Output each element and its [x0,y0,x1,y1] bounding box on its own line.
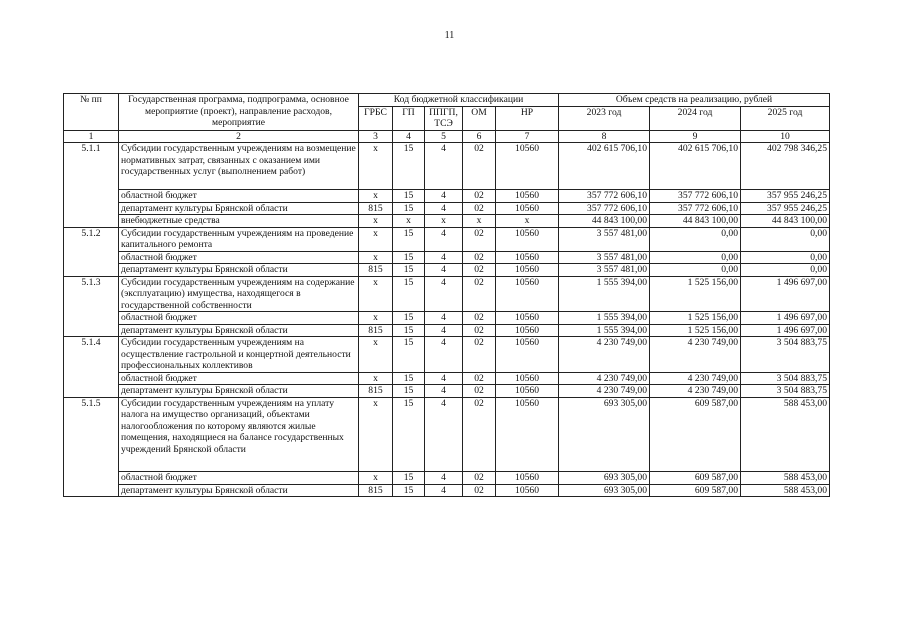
cell-nr: 10560 [496,251,559,264]
row-name: Субсидии государственным учреждениям на осуществление гастрольной и концертной деятельности профессиональных коллективов [119,337,359,373]
row-name: внебюджетные средства [119,215,359,228]
index-cell: 10 [741,130,830,143]
cell-2025: 357 955 246,25 [741,190,830,203]
cell-2024: 0,00 [650,227,741,251]
cell-2025: 0,00 [741,251,830,264]
cell-ppgp: 4 [425,251,463,264]
cell-om: 02 [463,324,496,337]
cell-2024: 44 843 100,00 [650,215,741,228]
cell-grbs: х [359,190,393,203]
index-cell: 5 [425,130,463,143]
cell-nr: 10560 [496,472,559,485]
cell-gp: 15 [393,372,425,385]
cell-2024: 402 615 706,10 [650,143,741,190]
cell-nr: 10560 [496,312,559,325]
cell-grbs: 815 [359,385,393,398]
cell-gp: 15 [393,190,425,203]
table-row [64,202,830,215]
cell-2025: 3 504 883,75 [741,337,830,373]
cell-gp: 15 [393,484,425,497]
cell-2025: 0,00 [741,264,830,277]
cell-ppgp: 4 [425,337,463,373]
header-2025: 2025 год [741,106,830,130]
cell-grbs: х [359,337,393,373]
header-2023: 2023 год [559,106,650,130]
cell-grbs: х [359,312,393,325]
cell-om: 02 [463,202,496,215]
row-number: 5.1.3 [64,276,119,337]
cell-grbs: 815 [359,202,393,215]
index-cell: 3 [359,130,393,143]
row-name: департамент культуры Брянской области [119,202,359,215]
table-row [64,385,830,398]
cell-ppgp: 4 [425,472,463,485]
cell-om: 02 [463,372,496,385]
page-number: 11 [444,30,455,41]
cell-ppgp: 4 [425,484,463,497]
cell-nr: 10560 [496,143,559,190]
table-row [64,143,830,190]
cell-nr: х [496,215,559,228]
header-nr: НР [496,106,559,130]
cell-gp: 15 [393,397,425,472]
cell-om: 02 [463,143,496,190]
cell-ppgp: 4 [425,312,463,325]
row-name: областной бюджет [119,251,359,264]
cell-2024: 1 525 156,00 [650,276,741,312]
cell-2025: 588 453,00 [741,397,830,472]
table-row [64,276,830,312]
table-row [64,312,830,325]
cell-ppgp: 4 [425,385,463,398]
cell-nr: 10560 [496,190,559,203]
cell-nr: 10560 [496,385,559,398]
cell-ppgp: 4 [425,276,463,312]
cell-gp: 15 [393,264,425,277]
cell-2024: 609 587,00 [650,472,741,485]
cell-ppgp: 4 [425,372,463,385]
table-row [64,397,830,472]
cell-2024: 4 230 749,00 [650,372,741,385]
index-cell: 2 [119,130,359,143]
cell-2024: 1 525 156,00 [650,312,741,325]
header-om: ОМ [463,106,496,130]
table-header [64,94,830,143]
row-number: 5.1.1 [64,143,119,228]
cell-grbs: х [359,251,393,264]
cell-nr: 10560 [496,227,559,251]
row-name: Субсидии государственным учреждениям на содержание (эксплуатацию) имущества, находящегося в государственной собственности [119,276,359,312]
cell-2024: 609 587,00 [650,397,741,472]
row-name: Субсидии государственным учреждениям на возмещение нормативных затрат, связанных с оказанием ими государственных услуг (выполнением работ) [119,143,359,190]
cell-gp: х [393,215,425,228]
cell-gp: 15 [393,276,425,312]
table-row [64,190,830,203]
table-body [64,143,830,497]
table-row [64,324,830,337]
cell-2025: 3 504 883,75 [741,385,830,398]
cell-gp: 15 [393,227,425,251]
cell-grbs: 815 [359,324,393,337]
row-number: 5.1.4 [64,337,119,398]
cell-ppgp: х [425,215,463,228]
cell-2023: 4 230 749,00 [559,372,650,385]
table-row [64,484,830,497]
cell-om: 02 [463,337,496,373]
cell-om: 02 [463,385,496,398]
cell-gp: 15 [393,251,425,264]
header-ppgp: ППГП, ТСЭ [425,106,463,130]
table-row [64,337,830,373]
table-row [64,251,830,264]
cell-gp: 15 [393,472,425,485]
index-cell: 1 [64,130,119,143]
cell-2023: 1 555 394,00 [559,276,650,312]
cell-2023: 357 772 606,10 [559,202,650,215]
cell-grbs: 815 [359,264,393,277]
cell-gp: 15 [393,312,425,325]
table-row [64,215,830,228]
cell-nr: 10560 [496,372,559,385]
cell-2023: 3 557 481,00 [559,264,650,277]
cell-2023: 4 230 749,00 [559,385,650,398]
index-cell: 9 [650,130,741,143]
table-row [64,227,830,251]
index-row [64,130,830,143]
cell-2024: 4 230 749,00 [650,337,741,373]
cell-ppgp: 4 [425,324,463,337]
cell-om: 02 [463,264,496,277]
cell-ppgp: 4 [425,202,463,215]
cell-grbs: 815 [359,484,393,497]
cell-nr: 10560 [496,276,559,312]
cell-grbs: х [359,372,393,385]
cell-om: 02 [463,397,496,472]
header-name: Государственная программа, подпрограмма, основное мероприятие (проект), направление расходов, мероприятие [119,94,359,131]
row-number: 5.1.5 [64,397,119,497]
header-gp: ГП [393,106,425,130]
header-budget-code: Код бюджетной классификации [359,94,559,107]
row-name: Субсидии государственным учреждениям на уплату налога на имущество организаций, объектами налогообложения по которому являются жилые помещения, находящиеся на балансе государственных учреждений Брянской области [119,397,359,472]
cell-ppgp: 4 [425,190,463,203]
row-name: департамент культуры Брянской области [119,385,359,398]
row-name: Субсидии государственным учреждениям на проведение капитального ремонта [119,227,359,251]
cell-om: 02 [463,276,496,312]
cell-grbs: х [359,227,393,251]
index-cell: 8 [559,130,650,143]
row-name: областной бюджет [119,190,359,203]
cell-2023: 44 843 100,00 [559,215,650,228]
cell-2024: 0,00 [650,251,741,264]
header-grbs: ГРБС [359,106,393,130]
cell-om: х [463,215,496,228]
cell-grbs: х [359,215,393,228]
cell-om: 02 [463,472,496,485]
index-cell: 6 [463,130,496,143]
table-row [64,264,830,277]
budget-table [63,93,830,497]
row-name: областной бюджет [119,372,359,385]
cell-grbs: х [359,397,393,472]
cell-grbs: х [359,472,393,485]
row-number: 5.1.2 [64,227,119,276]
cell-nr: 10560 [496,484,559,497]
cell-nr: 10560 [496,202,559,215]
cell-om: 02 [463,484,496,497]
header-num: № пп [64,94,119,131]
cell-ppgp: 4 [425,143,463,190]
cell-2025: 44 843 100,00 [741,215,830,228]
cell-2025: 357 955 246,25 [741,202,830,215]
row-name: департамент культуры Брянской области [119,484,359,497]
row-name: областной бюджет [119,472,359,485]
cell-2024: 357 772 606,10 [650,202,741,215]
cell-grbs: х [359,276,393,312]
cell-2024: 357 772 606,10 [650,190,741,203]
cell-2023: 402 615 706,10 [559,143,650,190]
cell-2025: 0,00 [741,227,830,251]
cell-om: 02 [463,190,496,203]
cell-2025: 1 496 697,00 [741,276,830,312]
cell-2025: 1 496 697,00 [741,312,830,325]
row-name: областной бюджет [119,312,359,325]
cell-2023: 357 772 606,10 [559,190,650,203]
table-row [64,472,830,485]
cell-gp: 15 [393,143,425,190]
cell-2024: 0,00 [650,264,741,277]
cell-2023: 3 557 481,00 [559,227,650,251]
cell-2023: 693 305,00 [559,484,650,497]
cell-ppgp: 4 [425,397,463,472]
cell-2025: 588 453,00 [741,472,830,485]
row-name: департамент культуры Брянской области [119,264,359,277]
cell-ppgp: 4 [425,227,463,251]
index-cell: 4 [393,130,425,143]
cell-gp: 15 [393,202,425,215]
cell-om: 02 [463,312,496,325]
cell-grbs: х [359,143,393,190]
cell-om: 02 [463,227,496,251]
cell-nr: 10560 [496,324,559,337]
cell-gp: 15 [393,324,425,337]
table-row [64,372,830,385]
header-2024: 2024 год [650,106,741,130]
cell-2025: 588 453,00 [741,484,830,497]
cell-om: 02 [463,251,496,264]
cell-2024: 1 525 156,00 [650,324,741,337]
cell-2025: 1 496 697,00 [741,324,830,337]
row-name: департамент культуры Брянской области [119,324,359,337]
index-cell: 7 [496,130,559,143]
cell-2024: 4 230 749,00 [650,385,741,398]
cell-2025: 402 798 346,25 [741,143,830,190]
cell-ppgp: 4 [425,264,463,277]
header-funding: Объем средств на реализацию, рублей [559,94,830,107]
cell-2023: 1 555 394,00 [559,312,650,325]
cell-2023: 1 555 394,00 [559,324,650,337]
cell-nr: 10560 [496,397,559,472]
cell-2023: 693 305,00 [559,472,650,485]
cell-nr: 10560 [496,264,559,277]
cell-2024: 609 587,00 [650,484,741,497]
cell-2023: 693 305,00 [559,397,650,472]
cell-nr: 10560 [496,337,559,373]
cell-2023: 4 230 749,00 [559,337,650,373]
cell-2023: 3 557 481,00 [559,251,650,264]
cell-2025: 3 504 883,75 [741,372,830,385]
cell-gp: 15 [393,337,425,373]
cell-gp: 15 [393,385,425,398]
